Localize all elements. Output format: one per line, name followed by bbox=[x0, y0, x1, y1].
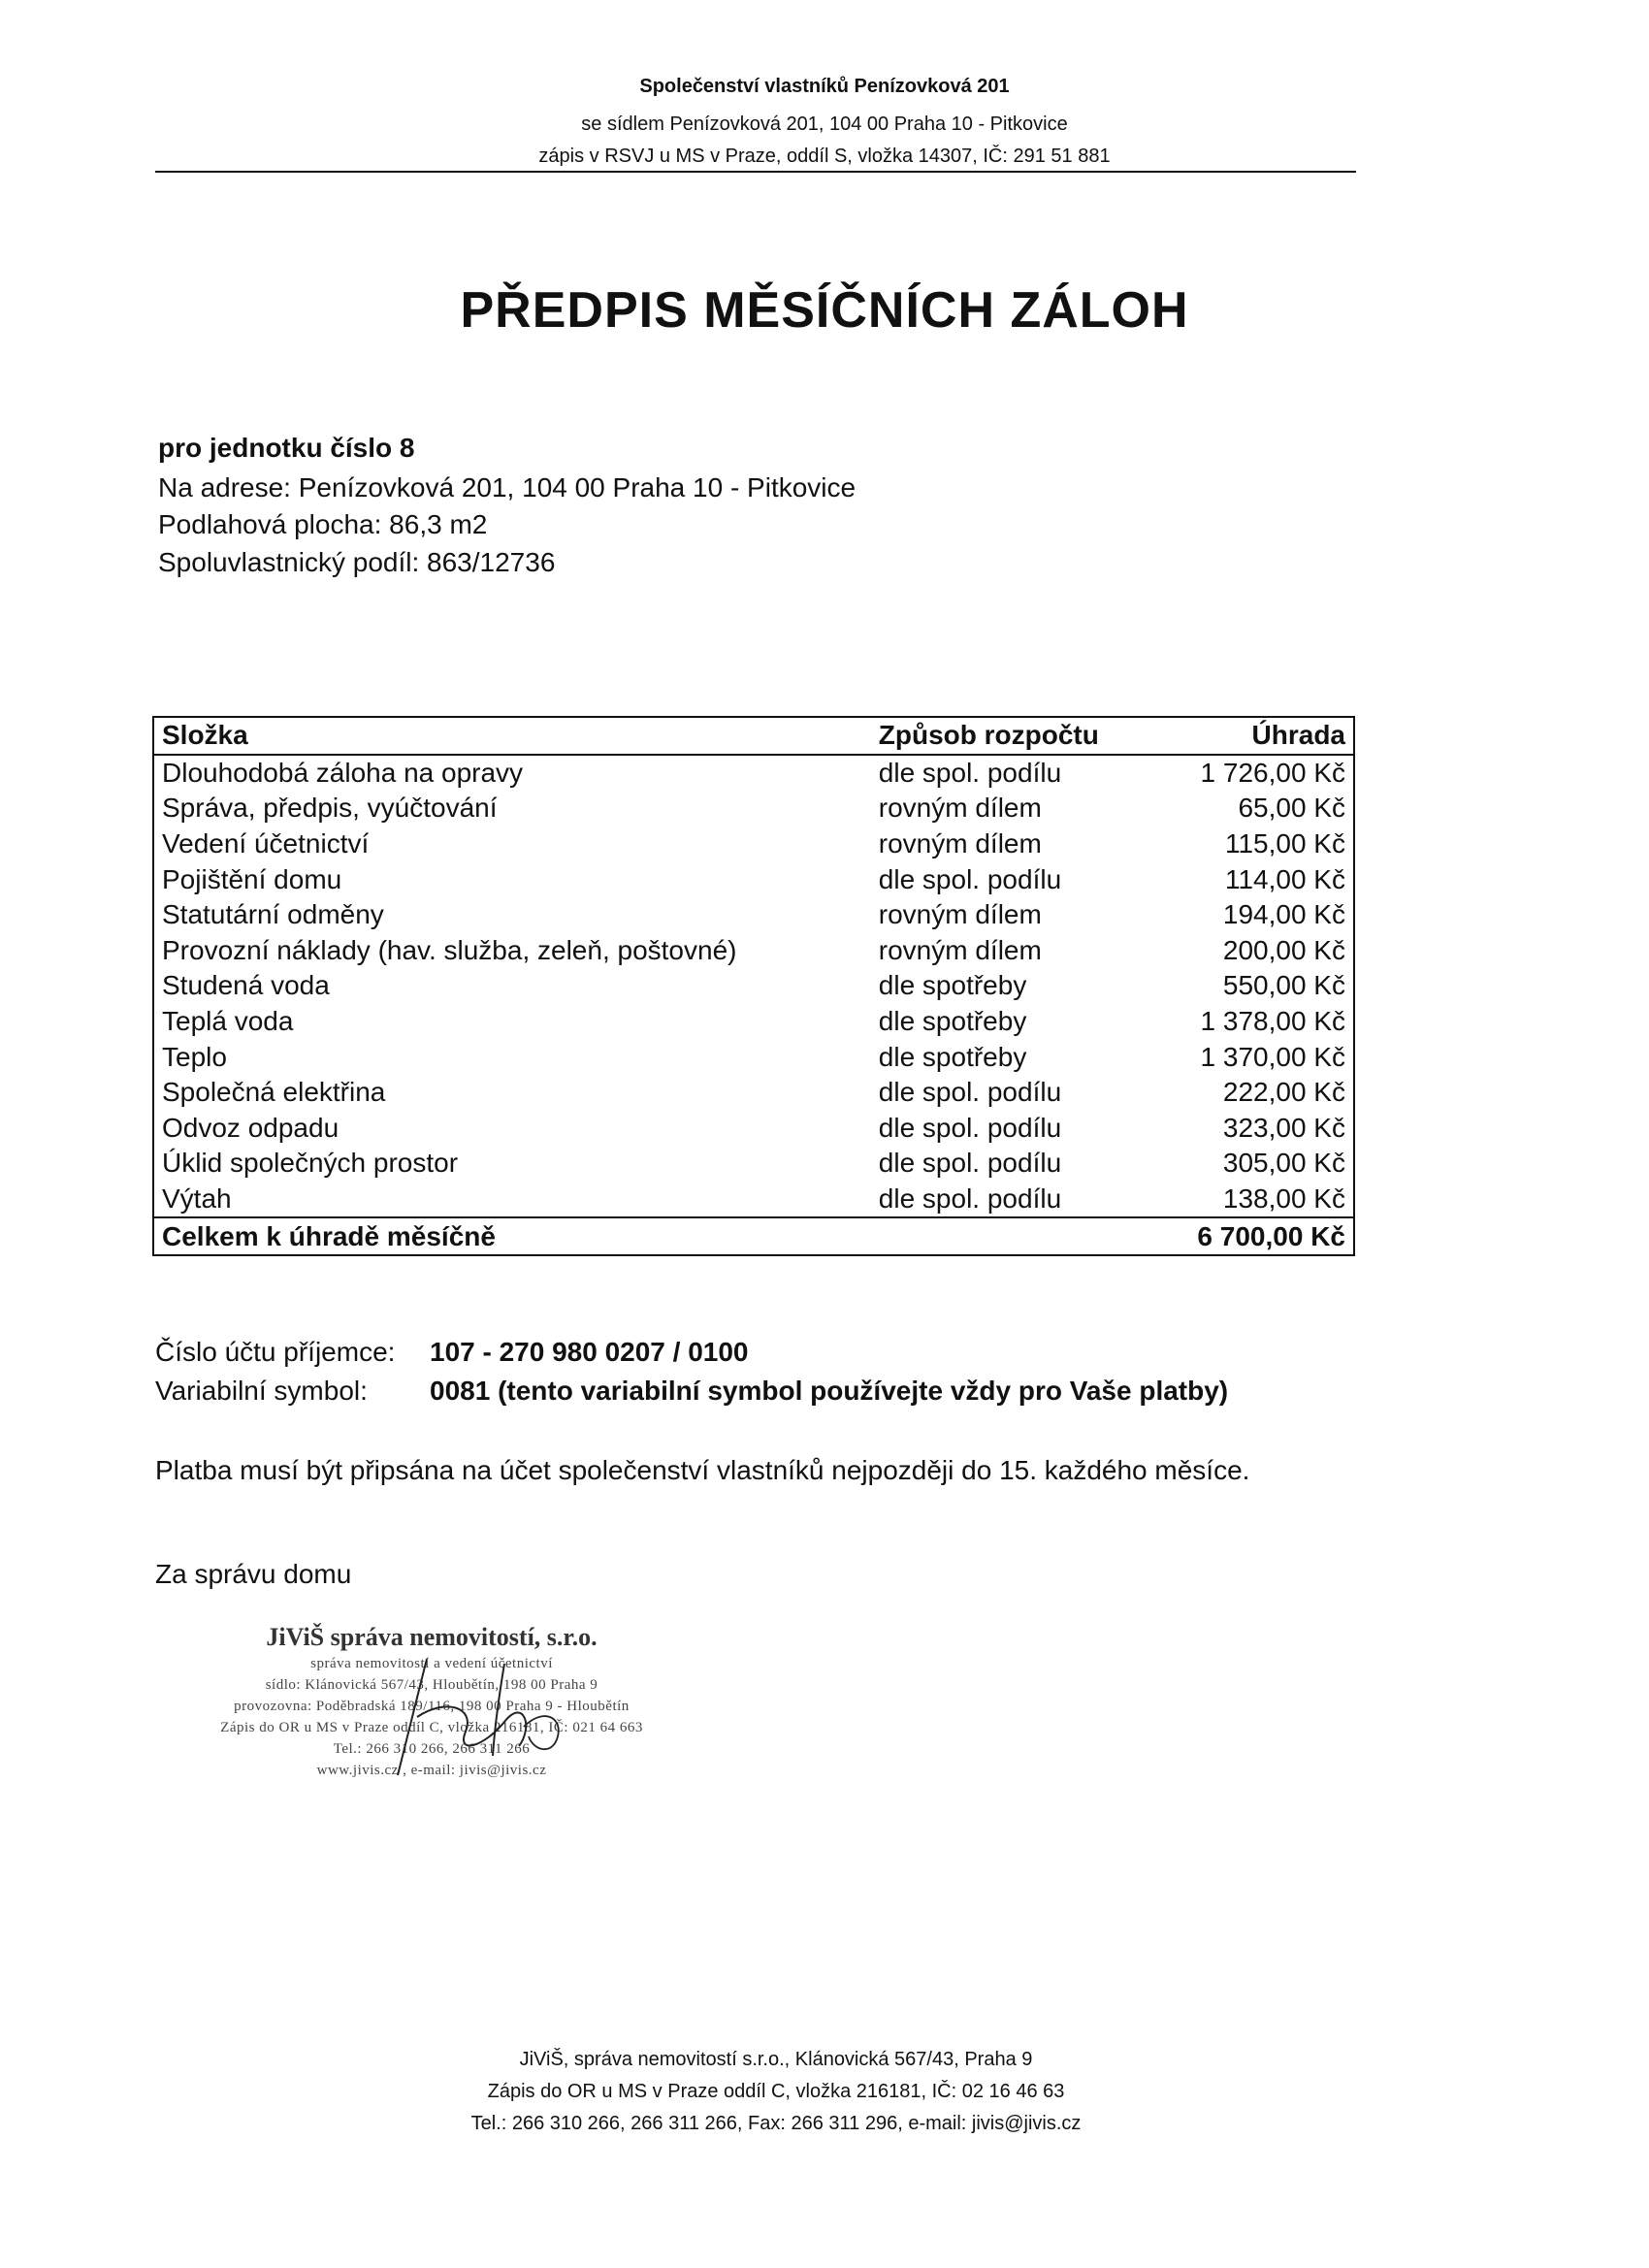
fee-amount: 200,00 Kč bbox=[1222, 934, 1345, 965]
account-label: Číslo účtu příjemce: bbox=[155, 1337, 396, 1367]
fee-method: dle spol. podílu bbox=[878, 1183, 1062, 1215]
fee-method: dle spol. podílu bbox=[878, 1148, 1062, 1179]
fee-item: Správa, předpis, vyúčtování bbox=[162, 793, 498, 824]
unit-address: Na adrese: Penízovková 201, 104 00 Praha 10 - Pitkovice bbox=[158, 472, 857, 502]
unit-number: pro jednotku číslo 8 bbox=[158, 433, 415, 463]
total-amount: 6 700,00 Kč bbox=[1134, 1217, 1354, 1255]
variable-symbol-value: 0081 (tento variabilní symbol používejte vždy pro Vaše platby) bbox=[430, 1376, 1229, 1406]
fee-row bbox=[153, 861, 1354, 897]
fee-row bbox=[153, 1146, 1354, 1182]
stamp-company-name: JiViŠ správa nemovitostí, s.r.o. bbox=[266, 1623, 598, 1651]
stamp-line: správa nemovitostí a vedení účetnictví bbox=[310, 1656, 553, 1671]
fee-amount: 222,00 Kč bbox=[1222, 1077, 1345, 1108]
fee-row bbox=[153, 791, 1354, 826]
fee-amount: 305,00 Kč bbox=[1222, 1148, 1345, 1179]
association-name: Společenství vlastníků Penízovková 201 bbox=[639, 76, 1010, 97]
fee-method: rovným dílem bbox=[878, 934, 1042, 965]
fee-method: dle spol. podílu bbox=[878, 757, 1062, 788]
account-number: 107 - 270 980 0207 / 0100 bbox=[430, 1337, 749, 1367]
fee-amount: 138,00 Kč bbox=[1222, 1183, 1345, 1215]
header-amount: Úhrada bbox=[1134, 717, 1354, 755]
fee-amount: 323,00 Kč bbox=[1222, 1112, 1345, 1143]
fee-item: Úklid společných prostor bbox=[162, 1148, 459, 1179]
footer-company: JiViŠ, správa nemovitostí s.r.o., Klánovická 567/43, Praha 9 bbox=[519, 2049, 1033, 2070]
fee-method: dle spol. podílu bbox=[878, 863, 1062, 894]
fee-item: Studená voda bbox=[162, 970, 330, 1001]
fee-method: rovným dílem bbox=[878, 828, 1042, 859]
fee-table-header bbox=[153, 717, 1354, 755]
variable-symbol-label: Variabilní symbol: bbox=[155, 1376, 368, 1406]
fee-row bbox=[153, 933, 1354, 969]
stamp-line: www.jivis.cz , e-mail: jivis@jivis.cz bbox=[316, 1763, 547, 1778]
stamp-line: Zápis do OR u MS v Praze oddíl C, vložka 216181, IČ: 021 64 663 bbox=[220, 1720, 643, 1735]
fee-row bbox=[153, 755, 1354, 792]
fee-total-row bbox=[153, 1217, 1354, 1255]
fee-row bbox=[153, 968, 1354, 1004]
fee-amount: 65,00 Kč bbox=[1238, 793, 1345, 824]
stamp-line: provozovna: Poděbradská 189/116, 198 00 Praha 9 - Hloubětín bbox=[234, 1699, 630, 1714]
fee-amount: 194,00 Kč bbox=[1222, 899, 1345, 930]
fee-amount: 1 726,00 Kč bbox=[1200, 757, 1345, 788]
association-seat: se sídlem Penízovková 201, 104 00 Praha 10 - Pitkovice bbox=[581, 113, 1068, 135]
fee-amount: 1 370,00 Kč bbox=[1200, 1041, 1345, 1072]
fee-item: Společná elektřina bbox=[162, 1077, 386, 1108]
header-item: Složka bbox=[153, 717, 875, 755]
fee-item: Dlouhodobá záloha na opravy bbox=[162, 757, 524, 788]
fee-row bbox=[153, 1004, 1354, 1040]
total-label: Celkem k úhradě měsíčně bbox=[153, 1217, 875, 1255]
header-method: Způsob rozpočtu bbox=[875, 717, 1134, 755]
fee-method: dle spotřeby bbox=[878, 1006, 1027, 1037]
fee-method: dle spol. podílu bbox=[878, 1077, 1062, 1108]
unit-floor-area: Podlahová plocha: 86,3 m2 bbox=[158, 509, 488, 539]
fee-item: Pojištění domu bbox=[162, 863, 342, 894]
header-divider bbox=[155, 171, 1356, 173]
unit-ownership-share: Spoluvlastnický podíl: 863/12736 bbox=[158, 547, 556, 577]
fee-item: Výtah bbox=[162, 1183, 232, 1215]
payment-deadline: Platba musí být připsána na účet společenství vlastníků nejpozději do 15. každého měsíce. bbox=[155, 1455, 1250, 1485]
fee-row bbox=[153, 1182, 1354, 1218]
fee-item: Provozní náklady (hav. služba, zeleň, poštovné) bbox=[162, 934, 737, 965]
stamp-line: Tel.: 266 310 266, 266 311 266 bbox=[333, 1741, 531, 1757]
account-line bbox=[155, 1337, 749, 1368]
fee-method: dle spotřeby bbox=[878, 970, 1027, 1001]
document-title: PŘEDPIS MĚSÍČNÍCH ZÁLOH bbox=[460, 282, 1189, 339]
variable-symbol-line bbox=[155, 1376, 1228, 1407]
fee-method: dle spotřeby bbox=[878, 1041, 1027, 1072]
total-method bbox=[875, 1217, 1134, 1255]
fee-item: Teplo bbox=[162, 1041, 227, 1072]
fee-method: rovným dílem bbox=[878, 793, 1042, 824]
fee-amount: 115,00 Kč bbox=[1224, 828, 1345, 859]
footer-contact: Tel.: 266 310 266, 266 311 266, Fax: 266 311 296, e-mail: jivis@jivis.cz bbox=[470, 2113, 1082, 2134]
stamp-line: sídlo: Klánovická 567/43, Hloubětín, 198 00 Praha 9 bbox=[265, 1677, 598, 1693]
fee-item: Odvoz odpadu bbox=[162, 1112, 340, 1143]
fee-amount: 550,00 Kč bbox=[1222, 970, 1345, 1001]
fee-method: dle spol. podílu bbox=[878, 1112, 1062, 1143]
fee-item: Teplá voda bbox=[162, 1006, 294, 1037]
fee-amount: 114,00 Kč bbox=[1224, 863, 1345, 894]
management-label: Za správu domu bbox=[155, 1559, 352, 1589]
fee-row bbox=[153, 1111, 1354, 1147]
fee-row bbox=[153, 897, 1354, 933]
handwritten-signature bbox=[359, 1639, 611, 1785]
fee-row bbox=[153, 1075, 1354, 1111]
association-registry: zápis v RSVJ u MS v Praze, oddíl S, vložka 14307, IČ: 291 51 881 bbox=[538, 146, 1111, 167]
fee-row bbox=[153, 1039, 1354, 1075]
fee-row bbox=[153, 826, 1354, 862]
fee-item: Vedení účetnictví bbox=[162, 828, 370, 859]
fee-table bbox=[152, 716, 1355, 1256]
footer-registry: Zápis do OR u MS v Praze oddíl C, vložka 216181, IČ: 02 16 46 63 bbox=[487, 2081, 1065, 2102]
fee-item: Statutární odměny bbox=[162, 899, 384, 930]
fee-method: rovným dílem bbox=[878, 899, 1042, 930]
fee-amount: 1 378,00 Kč bbox=[1200, 1006, 1345, 1037]
